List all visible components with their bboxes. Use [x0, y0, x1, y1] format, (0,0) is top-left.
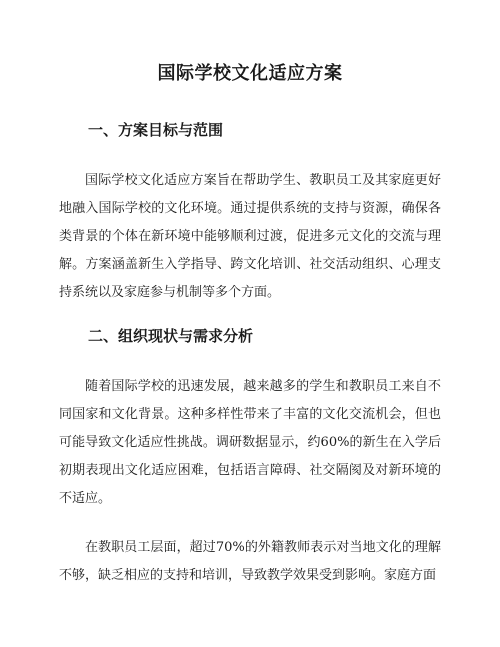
paragraph-analysis-2: 在教职员工层面，超过70%的外籍教师表示对当地文化的理解不够，缺乏相应的支持和培训，导致教学效果受到影响。家庭方面: [59, 540, 441, 583]
paragraph-goals: 国际学校文化适应方案旨在帮助学生、教职员工及其家庭更好地融入国际学校的文化环境。通过提供系统的支持与资源，确保各类背景的个体在新环境中能够顺利过渡，促进多元文化的交流与理解。方案涵盖新生入学指导、跨文化培训、社交活动组织、心理支持系统以及家庭参与机制等多个方面。: [59, 173, 441, 300]
section-heading-analysis: 二、组织现状与需求分析: [88, 327, 254, 345]
section-heading-goals: 一、方案目标与范围: [88, 121, 224, 139]
document-title: 国际学校文化适应方案: [157, 63, 343, 84]
paragraph-analysis-1: 随着国际学校的迅速发展，越来越多的学生和教职员工来自不同国家和文化背景。这种多样性带来了丰富的文化交流机会，但也可能导致文化适应性挑战。调研数据显示，约60%的新生在入学后初期表现出文化适应困难，包括语言障碍、社交隔阂及对新环境的不适应。: [59, 379, 441, 506]
